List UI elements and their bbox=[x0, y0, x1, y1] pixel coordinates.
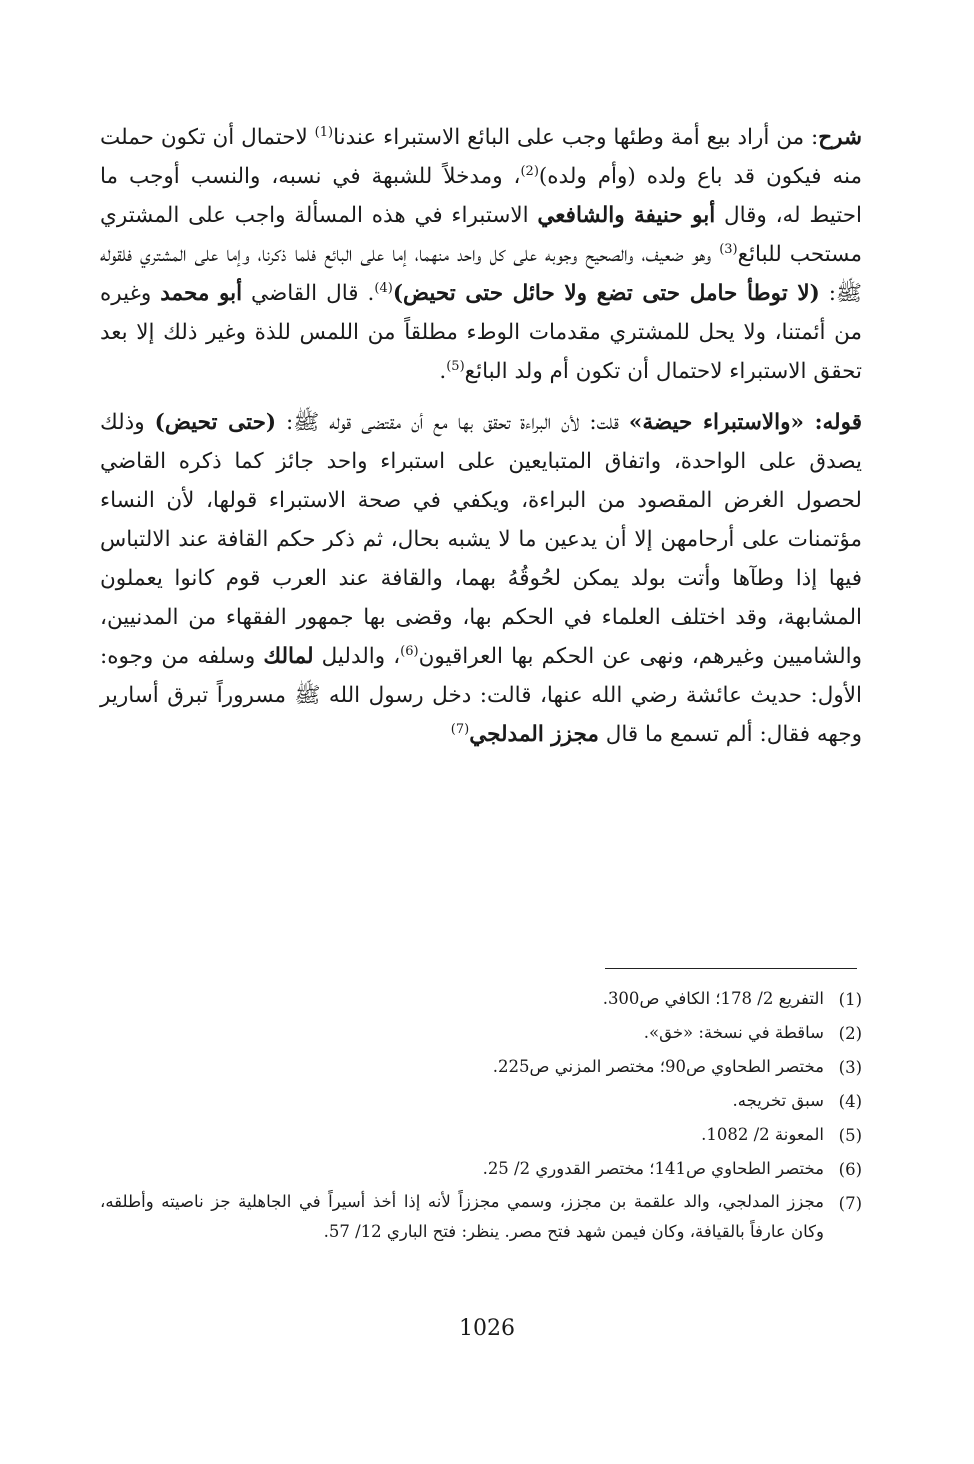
footnote-item bbox=[100, 1187, 862, 1247]
footnote-item bbox=[100, 1085, 862, 1119]
hadith-quote: (حتى تحيض) bbox=[154, 410, 277, 435]
text-run: لاحتمال أن تكون حملت منه فيكون قد باع ولده (وأم ولده) bbox=[100, 125, 862, 189]
footnote-number: (3) bbox=[838, 1058, 862, 1077]
scholar-name: مجزز المدلجي bbox=[469, 722, 599, 747]
footnote-text: مختصر الطحاوي ص141؛ مختصر القدوري 2/ 25. bbox=[482, 1159, 824, 1178]
footnote-number: (1) bbox=[838, 990, 862, 1009]
footnote-number: (5) bbox=[838, 1126, 862, 1145]
main-text bbox=[100, 118, 862, 754]
footnote-ref: (3) bbox=[719, 241, 738, 257]
footnote-ref: (2) bbox=[520, 163, 539, 179]
text-run: . قال القاضي bbox=[242, 281, 375, 306]
footnote-number: (7) bbox=[838, 1194, 862, 1213]
footnotes bbox=[100, 983, 862, 1247]
text-run: : من أراد بيع أمة وطئها وجب على البائع الاستبراء عندنا bbox=[333, 125, 819, 150]
text-run: وسلفه من وجوه: الأول: حديث عائشة رضي الله عنها، قالت: دخل رسول الله ﷺ مسروراً تبرق أسارير وجهه فقال: ألم تسمع ما قال bbox=[100, 644, 862, 747]
footnote-number: (4) bbox=[838, 1092, 862, 1111]
scholar-name: أبو محمد bbox=[160, 281, 243, 306]
footnote-text: مجزز المدلجي، والد علقمة بن مجزز، وسمي مجززاً لأنه إذا أخذ أسيراً في الجاهلية جز ناصيته وأطلقه، وكان عارفاً بالقيافة، وكان فيمن شهد فتح مصر. ينظر: فتح الباري 12/ 57. bbox=[100, 1192, 824, 1241]
footnote-text: ساقطة في نسخة: «خق». bbox=[643, 1023, 824, 1042]
footnote-ref: (5) bbox=[446, 358, 465, 374]
footnote-text: سبق تخريجه. bbox=[732, 1091, 824, 1110]
footnote-text: مختصر الطحاوي ص90؛ مختصر المزني ص225. bbox=[492, 1057, 824, 1076]
footnote-item bbox=[100, 1051, 862, 1085]
paragraph-sharh bbox=[100, 118, 862, 391]
text-run: وهو ضعيف، والصحيح وجوبه على كل واحد منهما، إما على البائع فلما ذكرنا، وإما على المشتري فلقوله ﷺ: bbox=[100, 242, 862, 306]
footnote-number: (6) bbox=[838, 1160, 862, 1179]
text-run: . bbox=[439, 359, 447, 384]
text-run: وغيره من أئمتنا، ولا يحل للمشتري مقدمات الوطء مطلقاً من اللمس للذة وغير ذلك إلا بعد تحقق الاستبراء لاحتمال أن تكون أم ولد البائع bbox=[100, 281, 862, 384]
footnote-ref: (1) bbox=[314, 124, 334, 140]
footnote-ref: (7) bbox=[450, 721, 470, 737]
hadith-quote: (لا توطأ حامل حتى تضع ولا حائل حتى تحيض) bbox=[392, 281, 820, 306]
sharh-heading: شرح bbox=[818, 125, 862, 150]
scholar-names: أبو حنيفة والشافعي bbox=[537, 203, 716, 228]
text-run: قلت: لأن البراءة تحقق بها مع أن مقتضى قوله ﷺ: bbox=[276, 410, 629, 435]
footnote-item bbox=[100, 1153, 862, 1187]
qawluh-heading: قوله: «والاستبراء حيضة» bbox=[628, 410, 862, 435]
page-number: 1026 bbox=[459, 1316, 515, 1341]
footnote-text: المعونة 2/ 1082. bbox=[701, 1125, 824, 1144]
text-run: وذلك يصدق على الواحدة، واتفاق المتبايعين على استبراء واحد جائز كما ذكره القاضي لحصول الغرض المقصود من البراءة، ويكفي في صحة الاستبراء قولها، لأن النساء مؤتمنات على أرحامهن إلا أن يدعين ما لا يشبه بحال، ثم ذكر حكم القافة عند الالتباس فيها إذا وطآها وأتت بولد يمكن لحُوقُهُ بهما، والقافة عند العرب قوم كانوا يعملون المشابهة، وقد اختلف العلماء في الحكم بها، وقضى بها جمهور الفقهاء من المدنيين، والشاميين وغيرهم، ونهى عن الحكم بها العراقيون bbox=[100, 410, 863, 669]
paragraph-qawluh bbox=[100, 403, 862, 754]
footnote-number: (2) bbox=[838, 1024, 862, 1043]
scholar-name: لمالك bbox=[263, 644, 314, 669]
footnote-item bbox=[100, 1017, 862, 1051]
footnote-ref: (4) bbox=[374, 280, 393, 296]
footnote-item bbox=[100, 983, 862, 1017]
text-run: ، والدليل bbox=[313, 644, 401, 669]
text-run: ، ومدخلاً للشبهة في نسبه، والنسب أوجب ما احتيط له، وقال bbox=[100, 164, 863, 228]
footnote-ref: (6) bbox=[400, 643, 419, 659]
footnote-item bbox=[100, 1119, 862, 1153]
footnote-divider bbox=[605, 968, 857, 969]
text-run: الاستبراء في هذه المسألة واجب على المشتري مستحب للبائع bbox=[100, 203, 862, 267]
footnote-text: التفريع 2/ 178؛ الكافي ص300. bbox=[602, 989, 824, 1008]
